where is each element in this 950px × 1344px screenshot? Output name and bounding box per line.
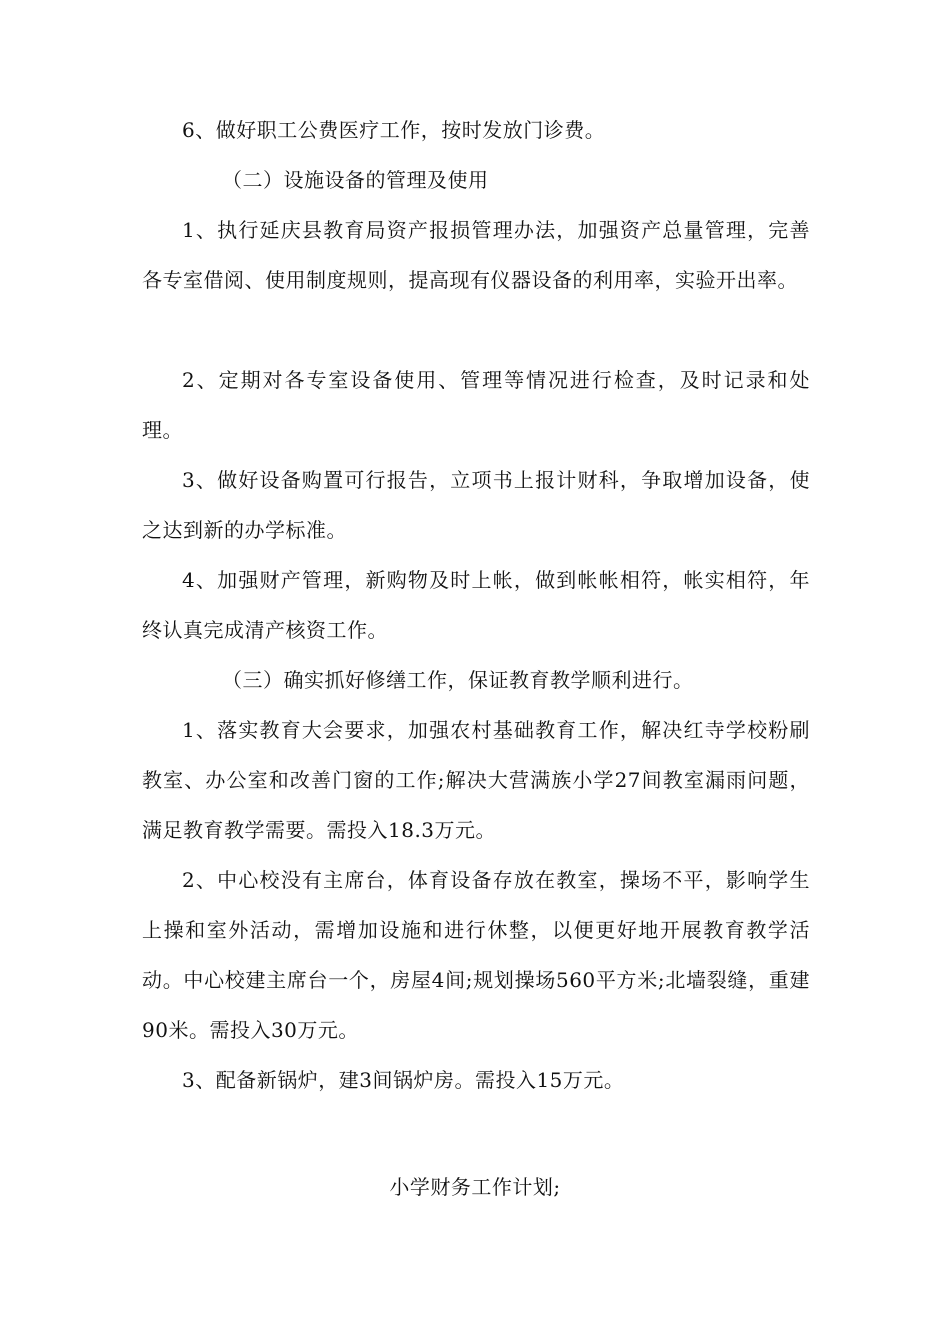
section-heading-facilities: （二）设施设备的管理及使用	[222, 168, 489, 192]
paragraph-central-school: 2、中心校没有主席台，体育设备存放在教室，操场不平，影响学生上操和室外活动，需增加设施和进行休整，以便更好地开展教育教学活动。中心校建主席台一个，房屋4间;规划操场560平方米;北墙裂缝，重建90米。需投入30万元。	[142, 868, 810, 1042]
paragraph-asset-management: 1、执行延庆县教育局资产报损管理办法，加强资产总量管理，完善各专室借阅、使用制度规则，提高现有仪器设备的利用率，实验开出率。	[142, 218, 810, 292]
section-heading-repairs: （三）确实抓好修缮工作，保证教育教学顺利进行。	[222, 668, 694, 692]
document-title: 小学财务工作计划;	[389, 1175, 561, 1199]
paragraph-equipment-inspection: 2、定期对各专室设备使用、管理等情况进行检查，及时记录和处理。	[142, 368, 810, 442]
paragraph-equipment-purchase: 3、做好设备购置可行报告，立项书上报计财科，争取增加设备，使之达到新的办学标准。	[142, 468, 810, 542]
paragraph-medical-fees: 6、做好职工公费医疗工作，按时发放门诊费。	[182, 118, 606, 142]
paragraph-rural-education: 1、落实教育大会要求，加强农村基础教育工作，解决红寺学校粉刷教室、办公室和改善门窗的工作;解决大营满族小学27间教室漏雨问题，满足教育教学需要。需投入18.3万元。	[142, 718, 810, 842]
paragraph-property-management: 4、加强财产管理，新购物及时上帐，做到帐帐相符，帐实相符，年终认真完成清产核资工作。	[142, 568, 810, 642]
paragraph-boiler: 3、配备新锅炉，建3间锅炉房。需投入15万元。	[182, 1068, 625, 1092]
